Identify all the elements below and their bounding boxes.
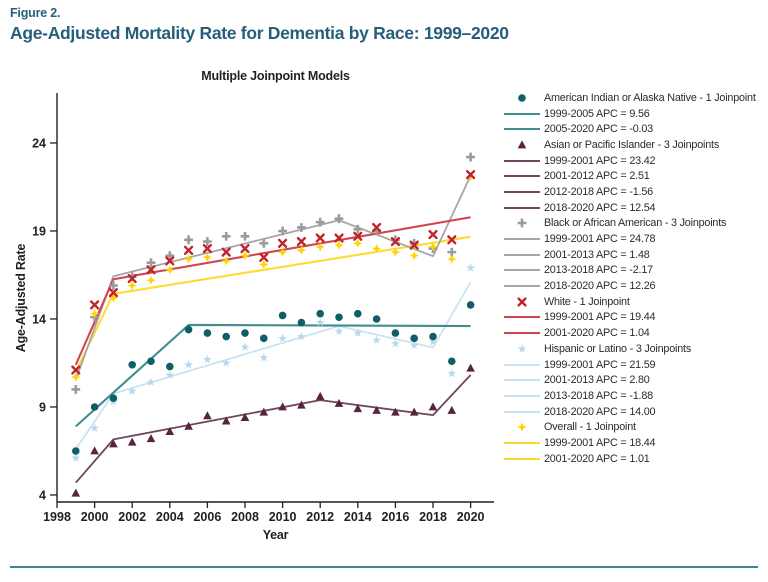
x-tick-label: 2004 — [155, 510, 184, 524]
x-tick-label: 2010 — [268, 510, 297, 524]
data-point — [373, 224, 380, 231]
y-tick-label: 9 — [39, 400, 46, 415]
data-point — [184, 255, 193, 264]
data-point — [165, 265, 174, 274]
legend-apc-item — [500, 247, 764, 263]
data-point — [165, 371, 174, 379]
data-point — [222, 232, 231, 241]
trend-line — [76, 325, 471, 426]
data-point — [146, 276, 155, 285]
y-tick-label: 14 — [32, 312, 46, 327]
data-point — [391, 339, 400, 347]
data-point — [448, 357, 456, 365]
data-point — [447, 369, 456, 377]
data-point — [128, 272, 137, 281]
legend-swatch — [500, 310, 544, 324]
data-point — [518, 140, 527, 148]
data-point — [184, 422, 193, 430]
legend-apc-item — [500, 121, 764, 137]
data-point — [335, 214, 344, 223]
legend-label: 2018-2020 APC = 14.00 — [544, 405, 656, 418]
data-point — [147, 378, 156, 386]
data-point — [279, 240, 286, 247]
data-point — [372, 336, 381, 344]
legend-swatch — [500, 326, 544, 340]
data-point — [466, 263, 475, 271]
legend-swatch — [500, 263, 544, 277]
legend-swatch — [500, 436, 544, 450]
bottom-rule — [10, 566, 758, 568]
data-point — [203, 237, 212, 246]
data-point — [316, 242, 325, 251]
data-point — [410, 251, 419, 260]
legend-label: 2001-2020 APC = 1.04 — [544, 327, 650, 340]
data-point — [148, 266, 155, 273]
legend-swatch — [500, 373, 544, 387]
data-point — [241, 329, 249, 337]
data-point — [222, 416, 231, 424]
data-point — [260, 335, 268, 343]
data-point — [109, 439, 118, 447]
trend-line — [76, 217, 471, 364]
data-point — [518, 344, 527, 352]
legend-apc-item — [500, 310, 764, 326]
legend-label: 2018-2020 APC = 12.26 — [544, 280, 656, 293]
legend-swatch — [500, 122, 544, 136]
data-point — [165, 251, 174, 260]
x-tick-label: 2014 — [343, 510, 372, 524]
y-tick-label: 24 — [32, 136, 46, 151]
trend-line — [76, 282, 471, 449]
data-point — [391, 235, 400, 244]
series-markers — [72, 301, 474, 455]
legend-swatch — [500, 295, 544, 309]
data-point — [392, 238, 399, 245]
legend-label: 2001-2020 APC = 1.01 — [544, 452, 650, 465]
legend-label: 2001-2013 APC = 2.80 — [544, 374, 650, 387]
data-point — [71, 385, 80, 394]
legend-label: 1999-2001 APC = 24.78 — [544, 233, 656, 246]
data-point — [166, 427, 175, 435]
data-point — [222, 358, 231, 366]
data-point — [316, 318, 325, 326]
data-point — [279, 312, 287, 320]
legend-apc-item — [500, 357, 764, 373]
data-point — [241, 413, 250, 421]
legend-swatch — [500, 138, 544, 152]
legend-label: Asian or Pacific Islander - 3 Joinpoints — [544, 138, 720, 151]
series-markers — [72, 364, 475, 497]
data-point — [128, 361, 136, 369]
data-point — [128, 438, 137, 446]
data-point — [90, 313, 99, 322]
data-point — [410, 408, 419, 416]
legend-swatch — [500, 279, 544, 293]
data-point — [109, 281, 118, 290]
chart-title: Multiple Joinpoint Models — [201, 69, 350, 83]
legend-label: 1999-2001 APC = 21.59 — [544, 358, 656, 371]
data-point — [203, 411, 212, 419]
series-markers — [71, 263, 475, 461]
x-tick-label: 2018 — [419, 510, 447, 524]
legend-apc-item — [500, 168, 764, 184]
data-point — [429, 402, 438, 410]
legend-swatch — [500, 107, 544, 121]
x-axis-title: Year — [262, 528, 289, 542]
trend-line — [76, 176, 471, 380]
data-point — [372, 227, 381, 236]
page-title: Age-Adjusted Mortality Rate for Dementia by Race: 1999–2020 — [10, 23, 509, 43]
data-point — [297, 401, 306, 409]
series-markers — [71, 172, 475, 382]
legend-apc-item — [500, 388, 764, 404]
legend-label: 1999-2001 APC = 19.44 — [544, 311, 656, 324]
data-point — [335, 399, 344, 407]
data-point — [316, 310, 324, 318]
trend-line — [76, 237, 471, 372]
legend-series-item — [500, 216, 764, 232]
data-point — [260, 254, 267, 261]
data-point — [372, 406, 381, 414]
data-point — [429, 337, 438, 345]
data-point — [448, 236, 455, 243]
data-point — [260, 408, 269, 416]
data-point — [335, 313, 343, 321]
legend-swatch — [500, 201, 544, 215]
chart-legend — [500, 90, 764, 467]
legend-label: 1999-2001 APC = 23.42 — [544, 154, 656, 167]
data-point — [147, 258, 156, 267]
data-point — [129, 275, 136, 282]
legend-label: 2013-2018 APC = -2.17 — [544, 264, 653, 277]
legend-label: American Indian or Alaska Native - 1 Joinpoint — [544, 91, 756, 104]
legend-swatch — [500, 154, 544, 168]
data-point — [278, 334, 287, 342]
legend-swatch — [500, 169, 544, 183]
data-point — [240, 251, 249, 260]
y-axis-title: Age-Adjusted Rate — [14, 243, 28, 353]
y-tick-label: 19 — [32, 224, 46, 239]
legend-label: 2001-2012 APC = 2.51 — [544, 170, 650, 183]
legend-label: 2005-2020 APC = -0.03 — [544, 123, 653, 136]
data-point — [410, 239, 419, 248]
legend-apc-item — [500, 231, 764, 247]
data-point — [354, 404, 363, 412]
data-point — [430, 231, 437, 238]
data-point — [184, 235, 193, 244]
data-point — [278, 227, 287, 236]
data-point — [185, 326, 193, 334]
data-point — [297, 223, 306, 232]
data-point — [429, 333, 437, 341]
legend-label: 2018-2020 APC = 12.54 — [544, 201, 656, 214]
x-tick-label: 2008 — [231, 510, 259, 524]
data-point — [110, 394, 118, 402]
x-tick-label: 1998 — [43, 510, 71, 524]
series-markers — [72, 171, 474, 373]
data-point — [185, 247, 192, 254]
data-point — [317, 235, 324, 242]
data-point — [109, 293, 118, 302]
data-point — [128, 387, 137, 395]
x-tick-label: 2016 — [381, 510, 410, 524]
data-point — [72, 367, 79, 374]
data-point — [147, 434, 156, 442]
legend-swatch — [500, 216, 544, 230]
data-point — [335, 327, 344, 335]
data-point — [71, 372, 80, 381]
data-point — [353, 328, 362, 336]
legend-series-item — [500, 90, 764, 106]
data-point — [184, 360, 193, 368]
data-point — [391, 248, 400, 257]
data-point — [72, 489, 81, 497]
data-point — [298, 319, 306, 327]
data-point — [109, 397, 118, 405]
data-point — [297, 332, 306, 340]
x-tick-label: 2002 — [118, 510, 147, 524]
data-point — [518, 94, 526, 102]
data-point — [336, 235, 343, 242]
data-point — [72, 447, 80, 455]
data-point — [519, 298, 526, 305]
data-point — [128, 281, 137, 290]
data-point — [90, 424, 99, 432]
legend-label: Overall - 1 Joinpoint — [544, 421, 636, 434]
data-point — [242, 245, 249, 252]
legend-swatch — [500, 185, 544, 199]
data-point — [466, 364, 475, 372]
series-markers — [71, 153, 475, 394]
data-point — [354, 310, 362, 318]
x-tick-label: 2000 — [80, 510, 109, 524]
data-point — [91, 403, 99, 411]
data-point — [373, 315, 381, 323]
data-point — [71, 453, 80, 461]
data-point — [353, 225, 362, 234]
legend-apc-item — [500, 184, 764, 200]
data-point — [467, 301, 475, 309]
data-point — [391, 408, 400, 416]
legend-swatch — [500, 248, 544, 262]
legend-series-item — [500, 137, 764, 153]
data-point — [316, 392, 325, 400]
data-point — [147, 357, 155, 365]
legend-swatch — [500, 358, 544, 372]
data-point — [203, 253, 212, 262]
legend-swatch — [500, 232, 544, 246]
data-point — [166, 258, 173, 265]
data-point — [278, 402, 287, 410]
data-point — [467, 171, 474, 178]
data-point — [517, 423, 526, 432]
legend-swatch — [500, 452, 544, 466]
data-point — [354, 233, 361, 240]
legend-series-item — [500, 341, 764, 357]
legend-apc-item — [500, 263, 764, 279]
legend-apc-item — [500, 325, 764, 341]
data-point — [429, 244, 438, 253]
legend-label: 2001-2013 APC = 1.48 — [544, 248, 650, 261]
legend-apc-item — [500, 451, 764, 467]
legend-swatch — [500, 389, 544, 403]
data-point — [259, 353, 268, 361]
data-point — [241, 232, 250, 241]
data-point — [410, 335, 418, 343]
data-point — [353, 239, 362, 248]
legend-apc-item — [500, 404, 764, 420]
data-point — [466, 153, 475, 162]
data-point — [447, 248, 456, 257]
data-point — [241, 343, 250, 351]
legend-label: Hispanic or Latino - 3 Joinpoints — [544, 342, 692, 355]
y-tick-label: 4 — [39, 488, 46, 503]
data-point — [278, 248, 287, 257]
data-point — [259, 260, 268, 269]
legend-label: 2013-2018 APC = -1.88 — [544, 389, 653, 402]
trend-line — [76, 375, 471, 483]
x-tick-label: 2012 — [306, 510, 335, 524]
data-point — [90, 446, 99, 454]
legend-apc-item — [500, 435, 764, 451]
legend-label: White - 1 Joinpoint — [544, 295, 630, 308]
data-point — [334, 240, 343, 249]
data-point — [448, 406, 457, 414]
legend-label: 1999-2001 APC = 18.44 — [544, 436, 656, 449]
data-point — [166, 363, 174, 371]
data-point — [222, 333, 230, 341]
x-tick-label: 2020 — [456, 510, 485, 524]
legend-apc-item — [500, 153, 764, 169]
legend-apc-item — [500, 106, 764, 122]
data-point — [392, 329, 400, 337]
legend-label: 1999-2005 APC = 9.56 — [544, 107, 650, 120]
legend-swatch — [500, 405, 544, 419]
x-tick-label: 2006 — [193, 510, 222, 524]
data-point — [297, 246, 306, 255]
legend-apc-item — [500, 372, 764, 388]
data-point — [91, 302, 98, 309]
data-point — [428, 242, 437, 251]
data-point — [204, 329, 212, 337]
legend-swatch — [500, 420, 544, 434]
data-point — [466, 172, 475, 181]
data-point — [411, 242, 418, 249]
data-point — [447, 255, 456, 264]
data-point — [518, 219, 527, 228]
data-point — [372, 244, 381, 253]
data-point — [222, 256, 231, 265]
figure-label: Figure 2. — [10, 6, 61, 20]
data-point — [223, 249, 230, 256]
data-point — [90, 309, 99, 318]
legend-swatch — [500, 342, 544, 356]
legend-apc-item — [500, 200, 764, 216]
data-point — [259, 239, 268, 248]
legend-label: Black or African American - 3 Joinpoints — [544, 217, 727, 230]
legend-swatch — [500, 91, 544, 105]
data-point — [204, 245, 211, 252]
legend-label: 2012-2018 APC = -1.56 — [544, 185, 653, 198]
legend-series-item — [500, 419, 764, 435]
data-point — [298, 238, 305, 245]
data-point — [110, 289, 117, 296]
data-point — [410, 341, 419, 349]
data-point — [316, 218, 325, 227]
legend-apc-item — [500, 278, 764, 294]
legend-series-item — [500, 294, 764, 310]
data-point — [203, 355, 212, 363]
